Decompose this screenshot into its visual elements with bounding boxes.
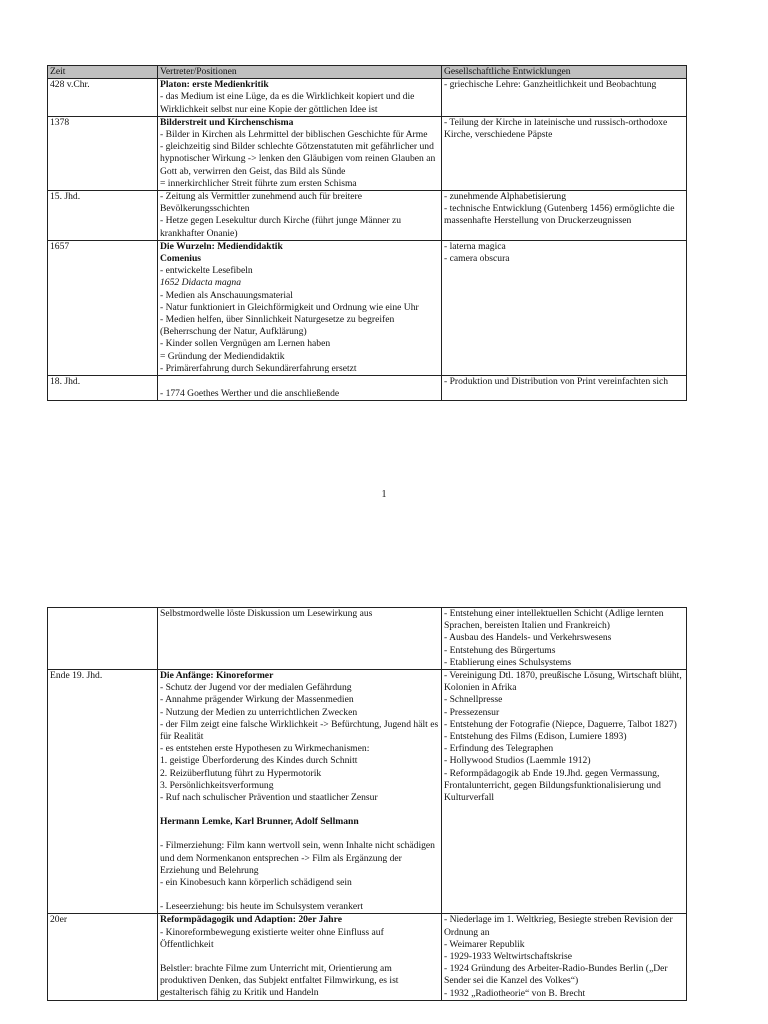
cell-gesellschaft xyxy=(442,376,687,401)
text-line: Bilderstreit und Kirchenschisma xyxy=(160,116,294,128)
cell-gesellschaft xyxy=(442,116,687,190)
cell-vertreter xyxy=(158,79,442,117)
cell-zeit: 18. Jhd. xyxy=(48,376,158,401)
cell-zeit: 15. Jhd. xyxy=(48,191,158,241)
table-row xyxy=(48,376,687,401)
cell-gesellschaft xyxy=(442,608,687,670)
text-line: 2. Reizüberflutung führt zu Hypermotorik xyxy=(160,767,322,779)
text-line: - Hollywood Studios (Laemmle 1912) xyxy=(444,755,591,767)
text-line: - Reformpädagogik ab Ende 19.Jhd. gegen Vermassung, Frontalunterricht, gegen Bildungsfunktionalisierung und Kulturverfall xyxy=(444,767,661,804)
header-zeit: Zeit xyxy=(48,66,158,79)
cell-gesellschaft xyxy=(442,79,687,117)
text-line: - Hetze gegen Lesekultur durch Kirche (führt junge Männer zu krankhafter Onanie) xyxy=(160,215,402,239)
text-line: Comenius xyxy=(160,253,202,265)
text-line: Die Wurzeln: Mediendidaktik xyxy=(160,240,283,252)
text-line: Die Anfänge: Kinoreformer xyxy=(160,670,274,682)
blank-line xyxy=(160,804,439,816)
text-line: - technische Entwicklung (Gutenberg 1456) ermöglichte die massenhafte Herstellung von Druckerzeugnissen xyxy=(444,203,675,227)
cell-vertreter xyxy=(158,240,442,375)
text-line: - Entstehung einer intellektuellen Schicht (Adlige lernten Sprachen, bereisten Italien und Frankreich) xyxy=(444,608,664,632)
text-line: - Schnellpresse xyxy=(444,694,503,706)
text-line: - Primärerfahrung durch Sekundärerfahrung ersetzt xyxy=(160,362,357,374)
table-row xyxy=(48,670,687,914)
cell-gesellschaft xyxy=(442,914,687,1000)
cell-zeit: 1657 xyxy=(48,240,158,375)
text-line: Selbstmordwelle löste Diskussion um Lesewirkung aus xyxy=(160,608,373,619)
text-line: = Gründung der Mediendidaktik xyxy=(160,350,285,362)
text-line: - Entstehung des Bürgertums xyxy=(444,644,556,656)
cell-vertreter xyxy=(158,670,442,914)
text-line: - Entstehung der Fotografie (Niepce, Daguerre, Talbot 1827) xyxy=(444,718,677,730)
header-gesellschaft: Gesellschaftliche Entwicklungen xyxy=(442,66,687,79)
text-line: - der Film zeigt eine falsche Wirklichkeit -> Befürchtung, Jugend hält es für Realität xyxy=(160,718,439,743)
text-line: - 1924 Gründung des Arbeiter-Radio-Bundes Berlin („Der Sender sei die Kanzel des Volkes“) xyxy=(444,963,668,987)
history-table-continued xyxy=(47,607,687,1001)
text-line: - Medien helfen, über Sinnlichkeit Naturgesetze zu begreifen (Beherrschung der Natur, Aufklärung) xyxy=(160,314,395,338)
text-line: Reformpädagogik und Adaption: 20er Jahre xyxy=(160,914,342,926)
cell-vertreter xyxy=(158,116,442,190)
blank-line xyxy=(160,889,439,901)
cell-zeit: 1378 xyxy=(48,116,158,190)
text-line: - Ausbau des Handels- und Verkehrswesens xyxy=(444,632,612,644)
table-row xyxy=(48,914,687,1000)
cell-gesellschaft xyxy=(442,240,687,375)
text-line: - griechische Lehre: Ganzheitlichkeit und Beobachtung xyxy=(444,79,657,91)
text-line: - Ruf nach schulischer Prävention und staatlicher Zensur xyxy=(160,792,378,804)
cell-vertreter xyxy=(158,191,442,241)
history-table xyxy=(47,65,687,401)
cell-zeit: 428 v.Chr. xyxy=(48,79,158,117)
text-line: - Medien als Anschauungsmaterial xyxy=(160,289,293,301)
text-line: - gleichzeitig sind Bilder schlechte Götzenstatuten mit gefährlicher und hypnotischer Wirkung -> lenken den Gläubigen vom reinen Glauben an Gott ab, verwirren den Geist, das Bild als Sünde xyxy=(160,141,436,177)
page-number: 1 xyxy=(381,489,387,500)
text-line: = innerkirchlicher Streit führte zum ersten Schisma xyxy=(160,177,357,189)
text-line: - das Medium ist eine Lüge, da es die Wirklichkeit kopiert und die Wirklichkeit selbst nur eine Kopie der göttlichen Idee ist xyxy=(160,91,415,115)
text-line: Belstler: brachte Filme zum Unterricht mit, Orientierung am produktiven Denken, das Subjekt entfaltet Filmwirkung, es ist gestalterisch fähig zu Kritik und Handeln xyxy=(160,963,399,999)
text-line: - camera obscura xyxy=(444,253,510,265)
text-line: 3. Persönlichkeitsverformung xyxy=(160,779,274,791)
text-line: - Erfindung des Telegraphen xyxy=(444,743,554,755)
table-row xyxy=(48,240,687,375)
text-line: - Natur funktioniert in Gleichförmigkeit und Ordnung wie eine Uhr xyxy=(160,301,419,313)
text-line: 1. geistige Überforderung des Kindes durch Schnitt xyxy=(160,755,358,767)
text-line: - Produktion und Distribution von Print vereinfachten sich xyxy=(444,376,669,388)
text-line: - entwickelte Lesefibeln xyxy=(160,265,253,277)
table-row xyxy=(48,191,687,241)
text-line: - Bilder in Kirchen als Lehrmittel der biblischen Geschichte für Arme xyxy=(160,129,428,141)
text-line: - Teilung der Kirche in lateinische und russisch-orthodoxe Kirche, verschiedene Päpste xyxy=(444,116,668,141)
cell-vertreter xyxy=(158,376,442,401)
text-line: - Annahme prägender Wirkung der Massenmedien xyxy=(160,694,354,706)
text-line: Platon: erste Medienkritik xyxy=(160,79,269,91)
text-line: - Niederlage im 1. Weltkrieg, Besiegte streben Revision der Ordnung an xyxy=(444,914,673,938)
blank-line xyxy=(160,828,439,840)
table-row xyxy=(48,608,687,670)
document-page-2 xyxy=(0,560,768,1024)
text-line: 1652 Didacta magna xyxy=(160,277,242,289)
text-line: - Nutzung der Medien zu unterrichtlichen Zwecken xyxy=(160,706,358,718)
table-header-row xyxy=(48,66,687,79)
text-line: - 1932 „Radiotheorie“ von B. Brecht xyxy=(444,987,586,999)
text-line: - Etablierung eines Schulsystems xyxy=(444,656,572,668)
text-line: - 1929-1933 Weltwirtschaftskrise xyxy=(444,951,573,963)
text-line: - Kinder sollen Vergnügen am Lernen haben xyxy=(160,338,331,350)
text-line: - Kinoreformbewegung existierte weiter ohne Einfluss auf Öffentlichkeit xyxy=(160,926,384,950)
text-line: - Filmerziehung: Film kann wertvoll sein, wenn Inhalte nicht schädigen und dem Normenkanon entsprechen -> Film als Ergänzung der Erziehung und Belehrung xyxy=(160,840,435,876)
cell-vertreter xyxy=(158,608,442,670)
text-line: - Zeitung als Vermittler zunehmend auch für breitere Bevölkerungsschichten xyxy=(160,191,363,215)
text-line: - Vereinigung Dtl. 1870, preußische Lösung, Wirtschaft blüht, Kolonien in Afrika xyxy=(444,670,682,694)
text-line: - 1774 Goethes Werther und die anschließende xyxy=(160,388,340,400)
text-line: - Schutz der Jugend vor der medialen Gefährdung xyxy=(160,682,352,694)
blank-line xyxy=(160,951,439,963)
text-line: - laterna magica xyxy=(444,240,506,252)
table-row xyxy=(48,116,687,190)
cell-gesellschaft xyxy=(442,191,687,241)
text-line: - zunehmende Alphabetisierung xyxy=(444,191,567,203)
text-line: - Weimarer Republik xyxy=(444,938,525,950)
cell-zeit: 20er xyxy=(48,914,158,1000)
table-row xyxy=(48,79,687,117)
cell-gesellschaft xyxy=(442,670,687,914)
text-line: - es entstehen erste Hypothesen zu Wirkmechanismen: xyxy=(160,743,370,755)
cell-zeit: Ende 19. Jhd. xyxy=(48,670,158,914)
cell-vertreter xyxy=(158,914,442,1000)
text-line: - ein Kinobesuch kann körperlich schädigend sein xyxy=(160,877,352,889)
text-line: Hermann Lemke, Karl Brunner, Adolf Sellmann xyxy=(160,816,359,828)
cell-zeit xyxy=(48,608,158,670)
text-line: - Leseerziehung: bis heute im Schulsystem verankert xyxy=(160,901,364,913)
blank-line xyxy=(160,376,439,388)
text-line: - Entstehung des Films (Edison, Lumiere 1893) xyxy=(444,731,627,743)
header-vertreter: Vertreter/Positionen xyxy=(158,66,442,79)
text-line: - Pressezensur xyxy=(444,706,500,718)
